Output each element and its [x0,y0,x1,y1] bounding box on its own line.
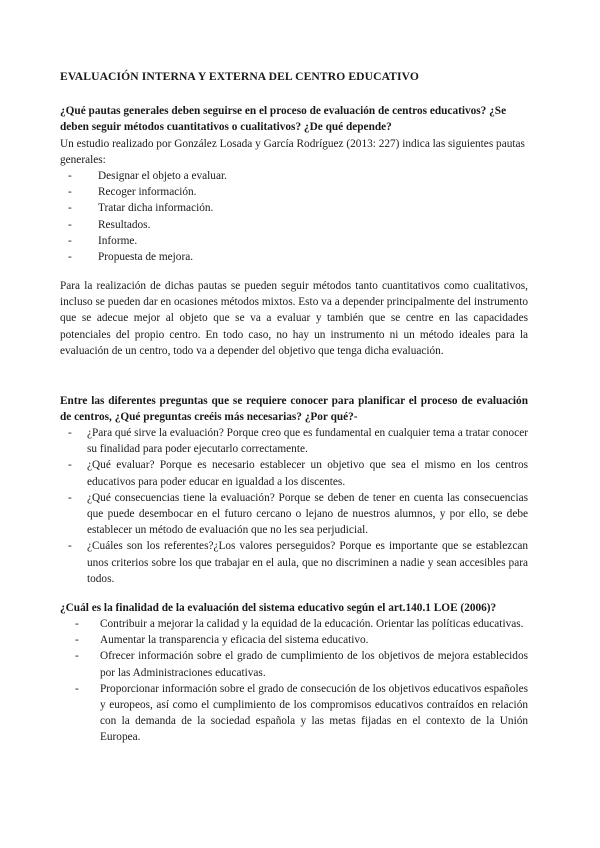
section2-question: Entre las diferentes preguntas que se requiere conocer para planificar el proceso de evaluación de centros, ¿Qué preguntas creéis más necesarias? ¿Por qué?- [60,395,528,424]
list-item: - Contribuir a mejorar la calidad y la equidad de la educación. Orientar las políticas educativas. [60,616,528,632]
section3-list [60,616,528,746]
list-item: - Proporcionar información sobre el grado de consecución de los objetivos educativos españoles y europeos, así como el cumplimiento de los compromisos educativos contraídos en relación con la demanda de la sociedad española y las metas fijadas en el contexto de la Unión Europea. [60,681,528,746]
section1-question: ¿Qué pautas generales deben seguirse en el proceso de evaluación de centros educativos? ¿Se deben seguir métodos cuantitativos o cualitativos? ¿De qué depende? [60,105,507,134]
list-item: - ¿Para qué sirve la evaluación? Porque creo que es fundamental en cualquier tema a tratar conocer su finalidad para poder ejecutarlo correctamente. [60,425,528,457]
document-title: EVALUACIÓN INTERNA Y EXTERNA DEL CENTRO EDUCATIVO [60,70,419,83]
list-item: - ¿Qué evaluar? Porque es necesario establecer un objetivo que sea el mismo en los centros educativos para poder educar en igualdad a los discentes. [60,457,528,489]
list-item: - ¿Cuáles son los referentes?¿Los valores perseguidos? Porque es importante que se establezcan unos criterios sobre los que trabajar en el aula, que no discriminen a nadie y sean accesibles para todos. [60,538,528,587]
section1-intro: Un estudio realizado por González Losada y García Rodríguez (2013: 227) indica las siguientes pautas generales: [60,138,525,167]
list-item: - Ofrecer información sobre el grado de cumplimiento de los objetivos de mejora establecidos por las Administraciones educativas. [60,648,528,680]
list-item: - Propuesta de mejora. [60,249,528,265]
list-item: - Aumentar la transparencia y eficacia del sistema educativo. [60,632,528,648]
section3-question: ¿Cuál es la finalidad de la evaluación del sistema educativo según el art.140.1 LOE (2006)? [60,602,497,614]
list-item: - Tratar dicha información. [60,200,528,216]
list-item: - Informe. [60,233,528,249]
section2-list [60,425,528,587]
section1-list [60,168,528,265]
section1-paragraph: Para la realización de dichas pautas se pueden seguir métodos tanto cuantitativos como cualitativos, incluso se pueden dar en ocasiones métodos mixtos. Esto va a depender principalmente del instrumento que se adecue mejor al objeto que se va a evaluar y también que se centre en las capacidades potenciales del propio centro. En todo caso, no hay un instrumento ni un método ideales para la evaluación de un centro, todo va a depender del objetivo que tenga dicha evaluación. [60,280,528,357]
list-item: - Designar el objeto a evaluar. [60,168,528,184]
list-item: - Recoger información. [60,184,528,200]
list-item: - ¿Qué consecuencias tiene la evaluación? Porque se deben de tener en cuenta las consecuencias que puede desembocar en el futuro cercano o lejano de nuestros alumnos, y por ello, se debe establecer un método de evaluación que no les sea perjudicial. [60,490,528,539]
list-item: - Resultados. [60,217,528,233]
